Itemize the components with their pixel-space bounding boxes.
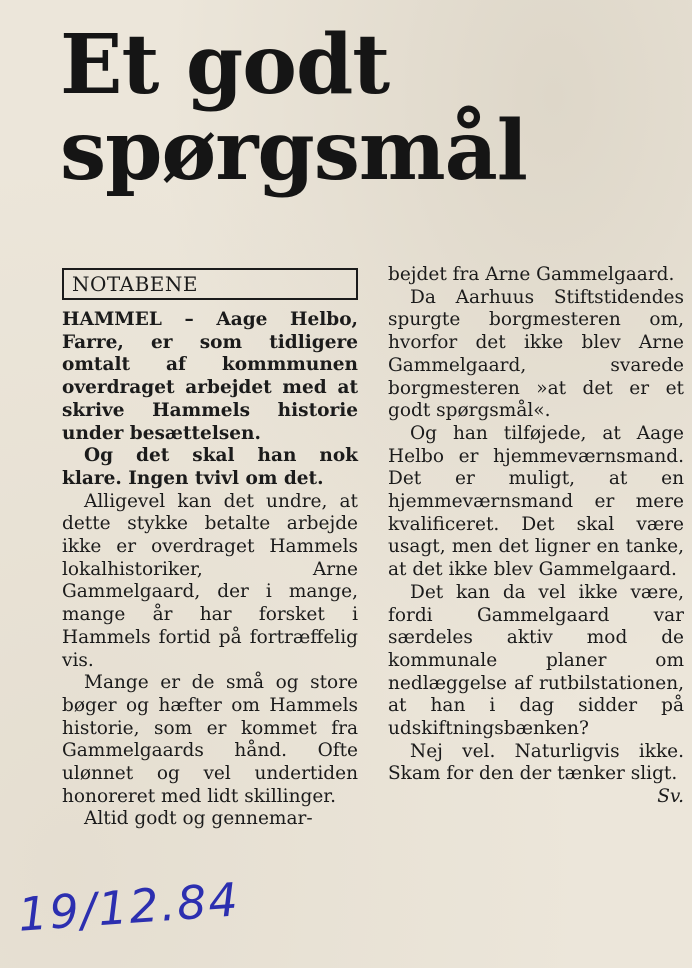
paragraph: Mange er de små og store bøger og hæfter om Hammels historie, som er kommet fra Gammelgaards hånd. Ofte ulønnet og vel undertiden honoreret med lidt skillinger.: [62, 672, 358, 807]
paragraph: Altid godt og gennemar-: [84, 808, 313, 830]
author-signature: Sv.: [657, 786, 684, 808]
article-column-left: [62, 309, 358, 831]
paragraph: Da Aarhuus Stiftstidendes spurgte borgmesteren om, hvorfor det ikke blev Arne Gammelgaard, svarede borgmesteren »at det er et godt spørgsmål«.: [388, 286, 684, 422]
headline: [60, 17, 527, 199]
lead-paragraph: HAMMEL – Aage Helbo, Farre, er som tidligere omtalt af kommmunen overdraget arbejdet med at skrive Hammels historie under besættelsen.: [62, 309, 358, 444]
headline-line-2: spørgsmål: [60, 103, 527, 199]
closing-paragraph: [388, 740, 684, 808]
paragraph: Det kan da vel ikke være, fordi Gammelgaard var særdeles aktiv mod de kommunale planer om nedlæggelse af rutbilstationen, at han i dag sidder på udskiftningsbænken?: [388, 581, 684, 740]
paragraph: Og han tilføjede, at Aage Helbo er hjemmeværnsmand. Det er muligt, at en hjemmeværnsmand er mere kvalificeret. Det skal være usagt, men det ligner en tanke, at det ikke blev Gammelgaard.: [388, 422, 684, 581]
closing-text: Nej vel. Naturligvis ikke. Skam for den der tænker sligt.: [388, 740, 684, 785]
handwritten-date: 19/12.84: [16, 872, 242, 942]
article-column-right: [388, 264, 684, 809]
paragraph: Og det skal han nok klare. Ingen tvivl om det.: [62, 445, 358, 489]
paragraph: Alligevel kan det undre, at dette stykke betalte arbejde ikke er overdraget Hammels lokalhistoriker, Arne Gammelgaard, der i mange, mange år har forsket i Hammels fortid på fortræffelig vis.: [62, 490, 358, 671]
headline-line-1: Et godt: [60, 17, 390, 113]
paragraph: bejdet fra Arne Gammelgaard.: [388, 264, 675, 285]
section-kicker: NOTABENE: [62, 268, 358, 300]
